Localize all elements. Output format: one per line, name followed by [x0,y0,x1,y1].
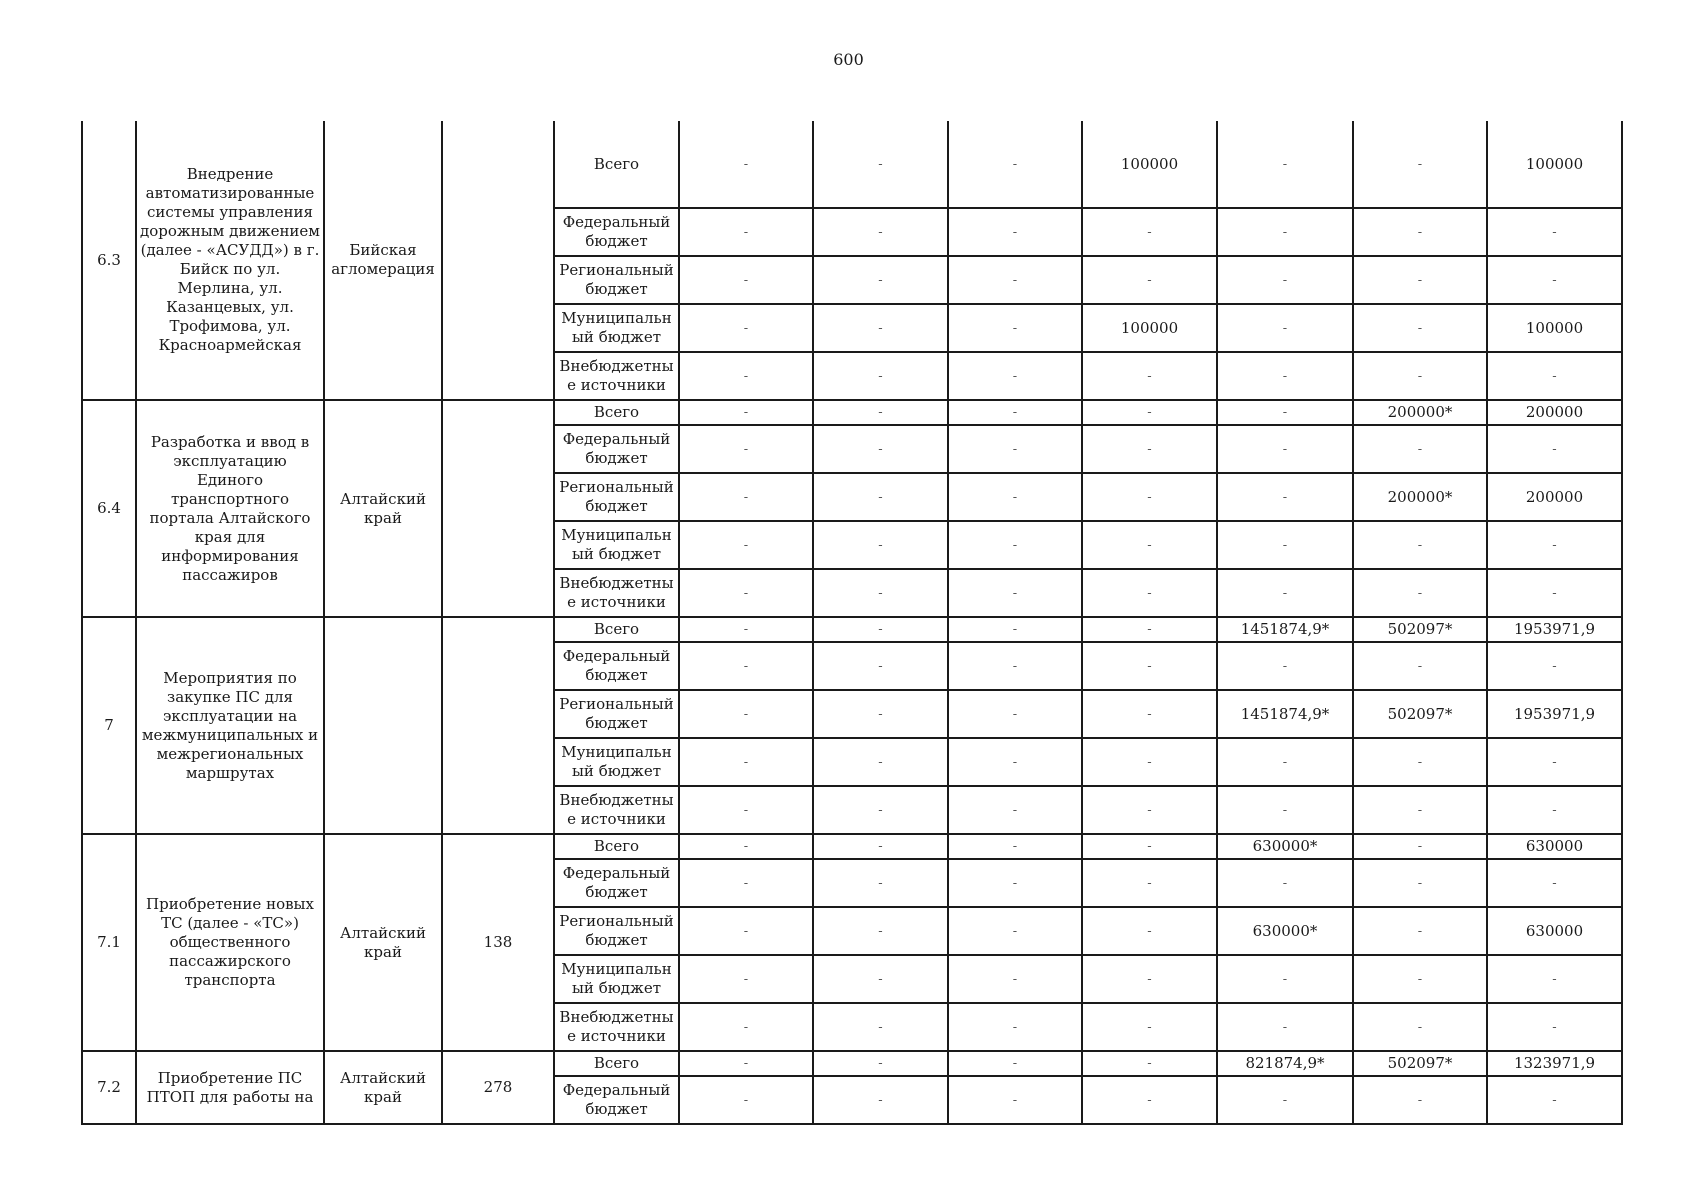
page-number: 600 [833,50,864,69]
funding-source: Всего [554,400,679,425]
amount-cell: - [813,304,948,352]
amount-cell: - [948,121,1082,208]
table-row [82,400,1622,425]
amount-cell: - [813,569,948,617]
amount-cell: 630000* [1217,834,1353,859]
amount-cell: - [679,425,813,473]
amount-cell: - [813,642,948,690]
amount-cell: - [679,738,813,786]
funding-source: Всего [554,617,679,642]
amount-cell: 100000 [1487,304,1622,352]
amount-cell: 630000 [1487,834,1622,859]
amount-cell: - [1353,1003,1487,1051]
amount-cell: - [813,352,948,400]
amount-cell: - [813,690,948,738]
amount-cell: - [948,834,1082,859]
amount-cell: - [813,738,948,786]
funding-source: Муниципальн ый бюджет [554,738,679,786]
amount-cell: - [1487,256,1622,304]
amount-cell: - [1217,208,1353,256]
amount-cell: - [813,121,948,208]
amount-cell: - [948,425,1082,473]
item-quantity [442,400,554,617]
amount-cell: 502097* [1353,617,1487,642]
amount-cell: - [1487,521,1622,569]
funding-source: Муниципальн ый бюджет [554,304,679,352]
amount-cell: - [948,1051,1082,1076]
amount-cell: - [813,1003,948,1051]
amount-cell: - [948,473,1082,521]
amount-cell: - [1082,1003,1217,1051]
funding-source: Внебюджетны е источники [554,1003,679,1051]
funding-source: Федеральный бюджет [554,208,679,256]
amount-cell: - [1487,1003,1622,1051]
item-territory: Алтайский край [324,400,442,617]
amount-cell: - [679,352,813,400]
amount-cell: - [1353,786,1487,834]
amount-cell: - [1217,473,1353,521]
budget-table [81,121,1623,1125]
amount-cell: - [1217,738,1353,786]
amount-cell: 502097* [1353,1051,1487,1076]
table-row [82,1051,1622,1076]
item-quantity: 138 [442,834,554,1051]
amount-cell: - [1353,859,1487,907]
amount-cell: 200000* [1353,400,1487,425]
amount-cell: 502097* [1353,690,1487,738]
table-row [82,121,1622,208]
amount-cell: - [1082,834,1217,859]
amount-cell: - [948,690,1082,738]
funding-source: Внебюджетны е источники [554,352,679,400]
item-name: Мероприятия по закупке ПС для эксплуатации на межмуниципальных и межрегиональных маршрутах [136,617,324,834]
amount-cell: 1323971,9 [1487,1051,1622,1076]
amount-cell: - [948,256,1082,304]
amount-cell: - [1082,690,1217,738]
amount-cell: - [813,859,948,907]
amount-cell: - [1082,400,1217,425]
funding-source: Региональный бюджет [554,473,679,521]
amount-cell: - [813,834,948,859]
amount-cell: 100000 [1487,121,1622,208]
amount-cell: - [1353,208,1487,256]
amount-cell: - [679,256,813,304]
amount-cell: 1451874,9* [1217,617,1353,642]
amount-cell: - [948,642,1082,690]
amount-cell: - [679,642,813,690]
item-quantity: 278 [442,1051,554,1124]
amount-cell: - [1217,1003,1353,1051]
amount-cell: - [1082,907,1217,955]
amount-cell: - [1353,1076,1487,1124]
funding-source: Муниципальн ый бюджет [554,521,679,569]
amount-cell: - [813,955,948,1003]
amount-cell: - [1082,569,1217,617]
amount-cell: - [948,955,1082,1003]
amount-cell: - [1353,425,1487,473]
amount-cell: - [1082,425,1217,473]
amount-cell: - [948,859,1082,907]
funding-source: Региональный бюджет [554,256,679,304]
amount-cell: - [679,1051,813,1076]
item-name: Приобретение ПС ПТОП для работы на [136,1051,324,1124]
amount-cell: - [1353,352,1487,400]
amount-cell: 200000 [1487,400,1622,425]
amount-cell: - [679,907,813,955]
amount-cell: - [679,955,813,1003]
amount-cell: - [1217,786,1353,834]
amount-cell: - [813,256,948,304]
amount-cell: - [1082,352,1217,400]
item-territory [324,617,442,834]
amount-cell: - [813,907,948,955]
amount-cell: - [1082,256,1217,304]
amount-cell: - [679,786,813,834]
funding-source: Всего [554,121,679,208]
amount-cell: - [679,569,813,617]
amount-cell: - [1217,304,1353,352]
amount-cell: - [1353,521,1487,569]
amount-cell: - [1487,786,1622,834]
amount-cell: - [948,569,1082,617]
amount-cell: - [1487,642,1622,690]
amount-cell: - [679,121,813,208]
amount-cell: - [1487,859,1622,907]
funding-source: Муниципальн ый бюджет [554,955,679,1003]
amount-cell: - [679,1003,813,1051]
funding-source: Внебюджетны е источники [554,786,679,834]
amount-cell: - [948,400,1082,425]
amount-cell: - [679,400,813,425]
amount-cell: - [1487,955,1622,1003]
amount-cell: - [813,1076,948,1124]
amount-cell: - [1217,400,1353,425]
amount-cell: - [1353,955,1487,1003]
amount-cell: - [1082,859,1217,907]
amount-cell: - [1353,121,1487,208]
amount-cell: - [1217,642,1353,690]
amount-cell: - [1353,834,1487,859]
amount-cell: - [1487,1076,1622,1124]
amount-cell: - [1487,425,1622,473]
item-name: Внедрение автоматизированные системы управления дорожным движением (далее - «АСУДД») в г. Бийск по ул. Мерлина, ул. Казанцевых, ул. Трофимова, ул. Красноармейская [136,121,324,400]
amount-cell: - [948,1076,1082,1124]
amount-cell: - [813,425,948,473]
amount-cell: - [813,521,948,569]
amount-cell: - [679,473,813,521]
amount-cell: - [1487,569,1622,617]
funding-source: Всего [554,1051,679,1076]
amount-cell: - [1217,569,1353,617]
amount-cell: - [1217,859,1353,907]
amount-cell: 200000* [1353,473,1487,521]
amount-cell: 1451874,9* [1217,690,1353,738]
amount-cell: - [1217,955,1353,1003]
amount-cell: - [1487,352,1622,400]
amount-cell: 821874,9* [1217,1051,1353,1076]
amount-cell: - [813,473,948,521]
amount-cell: - [1082,617,1217,642]
table-row [82,834,1622,859]
amount-cell: - [813,786,948,834]
amount-cell: - [679,859,813,907]
amount-cell: - [679,834,813,859]
amount-cell: - [1217,256,1353,304]
amount-cell: - [679,690,813,738]
amount-cell: - [1082,738,1217,786]
amount-cell: - [679,208,813,256]
item-quantity [442,121,554,400]
amount-cell: - [1353,569,1487,617]
item-territory: Алтайский край [324,1051,442,1124]
amount-cell: - [813,1051,948,1076]
amount-cell: - [948,786,1082,834]
item-name: Разработка и ввод в эксплуатацию Единого транспортного портала Алтайского края для информирования пассажиров [136,400,324,617]
amount-cell: - [948,738,1082,786]
amount-cell: - [1082,1051,1217,1076]
funding-source: Региональный бюджет [554,690,679,738]
funding-source: Федеральный бюджет [554,425,679,473]
amount-cell: - [1353,738,1487,786]
amount-cell: - [1082,208,1217,256]
amount-cell: - [948,1003,1082,1051]
funding-source: Внебюджетны е источники [554,569,679,617]
item-number: 6.3 [82,121,136,400]
amount-cell: - [1082,642,1217,690]
amount-cell: - [948,907,1082,955]
amount-cell: - [1082,521,1217,569]
amount-cell: - [1082,1076,1217,1124]
amount-cell: 100000 [1082,121,1217,208]
item-quantity [442,617,554,834]
table-row [82,617,1622,642]
item-number: 7 [82,617,136,834]
item-territory: Алтайский край [324,834,442,1051]
amount-cell: - [813,617,948,642]
item-number: 6.4 [82,400,136,617]
amount-cell: - [813,208,948,256]
amount-cell: - [1487,208,1622,256]
amount-cell: - [679,617,813,642]
funding-source: Федеральный бюджет [554,859,679,907]
amount-cell: - [679,304,813,352]
amount-cell: - [1353,256,1487,304]
amount-cell: - [1082,473,1217,521]
amount-cell: - [948,617,1082,642]
funding-source: Всего [554,834,679,859]
amount-cell: - [1217,521,1353,569]
amount-cell: - [1353,907,1487,955]
amount-cell: - [1217,352,1353,400]
funding-source: Федеральный бюджет [554,1076,679,1124]
amount-cell: - [813,400,948,425]
amount-cell: 1953971,9 [1487,617,1622,642]
amount-cell: 100000 [1082,304,1217,352]
amount-cell: - [679,521,813,569]
item-number: 7.1 [82,834,136,1051]
amount-cell: - [948,521,1082,569]
amount-cell: 200000 [1487,473,1622,521]
amount-cell: - [679,1076,813,1124]
amount-cell: - [1217,425,1353,473]
amount-cell: - [1082,786,1217,834]
item-name: Приобретение новых ТС (далее - «ТС») общественного пассажирского транспорта [136,834,324,1051]
amount-cell: 630000 [1487,907,1622,955]
amount-cell: - [1217,121,1353,208]
amount-cell: - [948,352,1082,400]
amount-cell: - [1082,955,1217,1003]
funding-source: Региональный бюджет [554,907,679,955]
amount-cell: - [948,304,1082,352]
amount-cell: - [1353,642,1487,690]
amount-cell: 1953971,9 [1487,690,1622,738]
amount-cell: 630000* [1217,907,1353,955]
budget-table-body [82,121,1622,1124]
item-number: 7.2 [82,1051,136,1124]
amount-cell: - [1217,1076,1353,1124]
amount-cell: - [1353,304,1487,352]
item-territory: Бийская агломерация [324,121,442,400]
funding-source: Федеральный бюджет [554,642,679,690]
amount-cell: - [1487,738,1622,786]
amount-cell: - [948,208,1082,256]
